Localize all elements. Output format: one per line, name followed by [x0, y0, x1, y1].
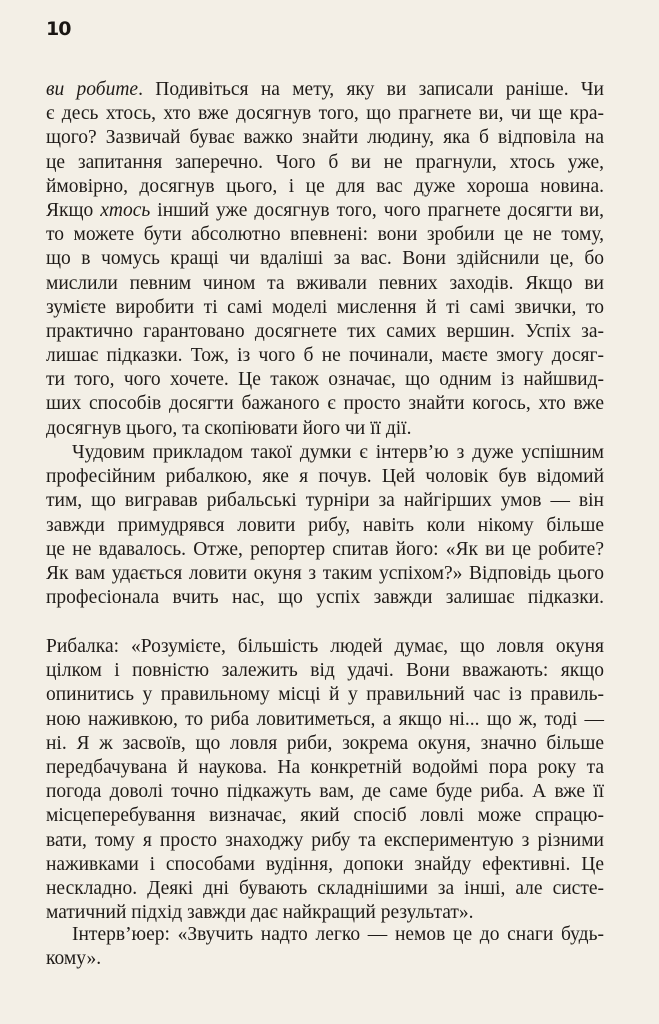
paragraph-3 [46, 635, 604, 925]
text-line: ти того, чого хочете. Це також означає, що одним із найшвид- [46, 369, 604, 391]
text-line: Як вам удається ловити окуня з таким успіхом?» Відповідь цього [46, 562, 604, 584]
text-line: місцеперебування визначає, який спосіб ловлі може спрацю- [46, 805, 604, 827]
text-line: Рибалка: «Розумієте, більшість людей думає, що ловля окуня [46, 636, 604, 657]
text-line: матичний підхід завжди дає найкращий результат». [46, 902, 474, 924]
text-line: ших способів досягти бажаного є просто знайти когось, хто вже [46, 393, 604, 415]
text-line: це не вдавалось. Отже, репортер спитав його: «Як ви це робите? [46, 538, 604, 560]
text-span: інший уже досягнув того, чого прагнете досягти ви, [150, 199, 605, 221]
text-line: ні. Я ж засвоїв, що ловля риби, зокрема окуня, значно більше [46, 732, 604, 754]
text-line: лишає підказки. Тож, із чого б не починали, маєте змогу досяг- [46, 345, 604, 367]
text-line: це запитання заперечно. Чого б ви не прагнули, хтось уже, [46, 151, 604, 173]
text-span: . Подивіться на мету, яку ви записали раніше. Чи [138, 79, 604, 100]
text-line: що в чомусь кращі чи вдаліші за вас. Вони здійснили це, бо [46, 248, 604, 270]
text-line: досягнув цього, та скопіювати його чи її дії. [46, 417, 412, 439]
text-line: ймовірно, досягнув цього, і це для вас дуже хороша новина. [46, 175, 604, 197]
paragraph-1 [46, 78, 604, 441]
text-line: опинитись у правильному місці й у правильний час із правиль- [46, 684, 604, 706]
text-line: практично гарантовано досягнете тих самих вершин. Успіх за- [46, 320, 604, 342]
text-line: професіонала вчить нас, що успіх завжди залишає підказки. [46, 587, 604, 609]
paragraph-4 [46, 923, 604, 971]
text-line: погода доволі точно підкажуть вам, де саме буде риба. А вже її [46, 781, 604, 803]
emphasis: хтось [100, 199, 151, 221]
text-line: мислили певним чином та вживали певних заходів. Якщо ви [46, 272, 604, 294]
text-span: Якщо [46, 199, 101, 221]
text-line: цілком і повністю залежить від удачі. Вони вважають: якщо [46, 660, 604, 682]
paragraph-2 [46, 441, 604, 610]
text-line: наживками і способами вудіння, допоки знайду ефективні. Це [46, 853, 604, 875]
text-line: професійним рибалкою, яке я почув. Цей чоловік був відомий [46, 466, 604, 488]
text-line [46, 78, 604, 102]
text-line: завжди примудрявся ловити рибу, навіть коли нікому більше [46, 514, 604, 536]
text-line: передбачувана й наукова. На конкретній водоймі пора року та [46, 756, 604, 778]
text-line: ною наживкою, то риба ловитиметься, а якщо ні... що ж, тоді — [46, 708, 604, 730]
text-line: щого? Зазвичай буває важко знайти людину, яка б відповіла на [46, 127, 604, 149]
text-line: є десь хтось, хто вже досягнув того, що прагнете ви, чи ще кра- [46, 103, 604, 125]
text-line [46, 199, 604, 223]
text-line: Чудовим прикладом такої думки є інтерв’ю з дуже успішним [72, 442, 604, 463]
text-line: вати, тому я просто знаходжу рибу та експериментую з різними [46, 829, 604, 851]
text-line: нескладно. Деякі дні бувають складнішими за інші, але систе- [46, 877, 604, 899]
text-line: зумієте виробити ті самі моделі мислення й ті самі звички, то [46, 296, 604, 318]
emphasis: ви робите [46, 79, 139, 100]
text-line: Інтерв’юер: «Звучить надто легко — немов це до снаги будь- [72, 924, 604, 945]
text-line: тим, що вигравав рибальські турніри за найгірших умов — він [46, 490, 604, 512]
text-line: кому». [46, 948, 102, 970]
page-number: 10 [46, 18, 71, 40]
text-line: то можете бути абсолютно впевнені: вони зробили це не тому, [46, 224, 604, 246]
